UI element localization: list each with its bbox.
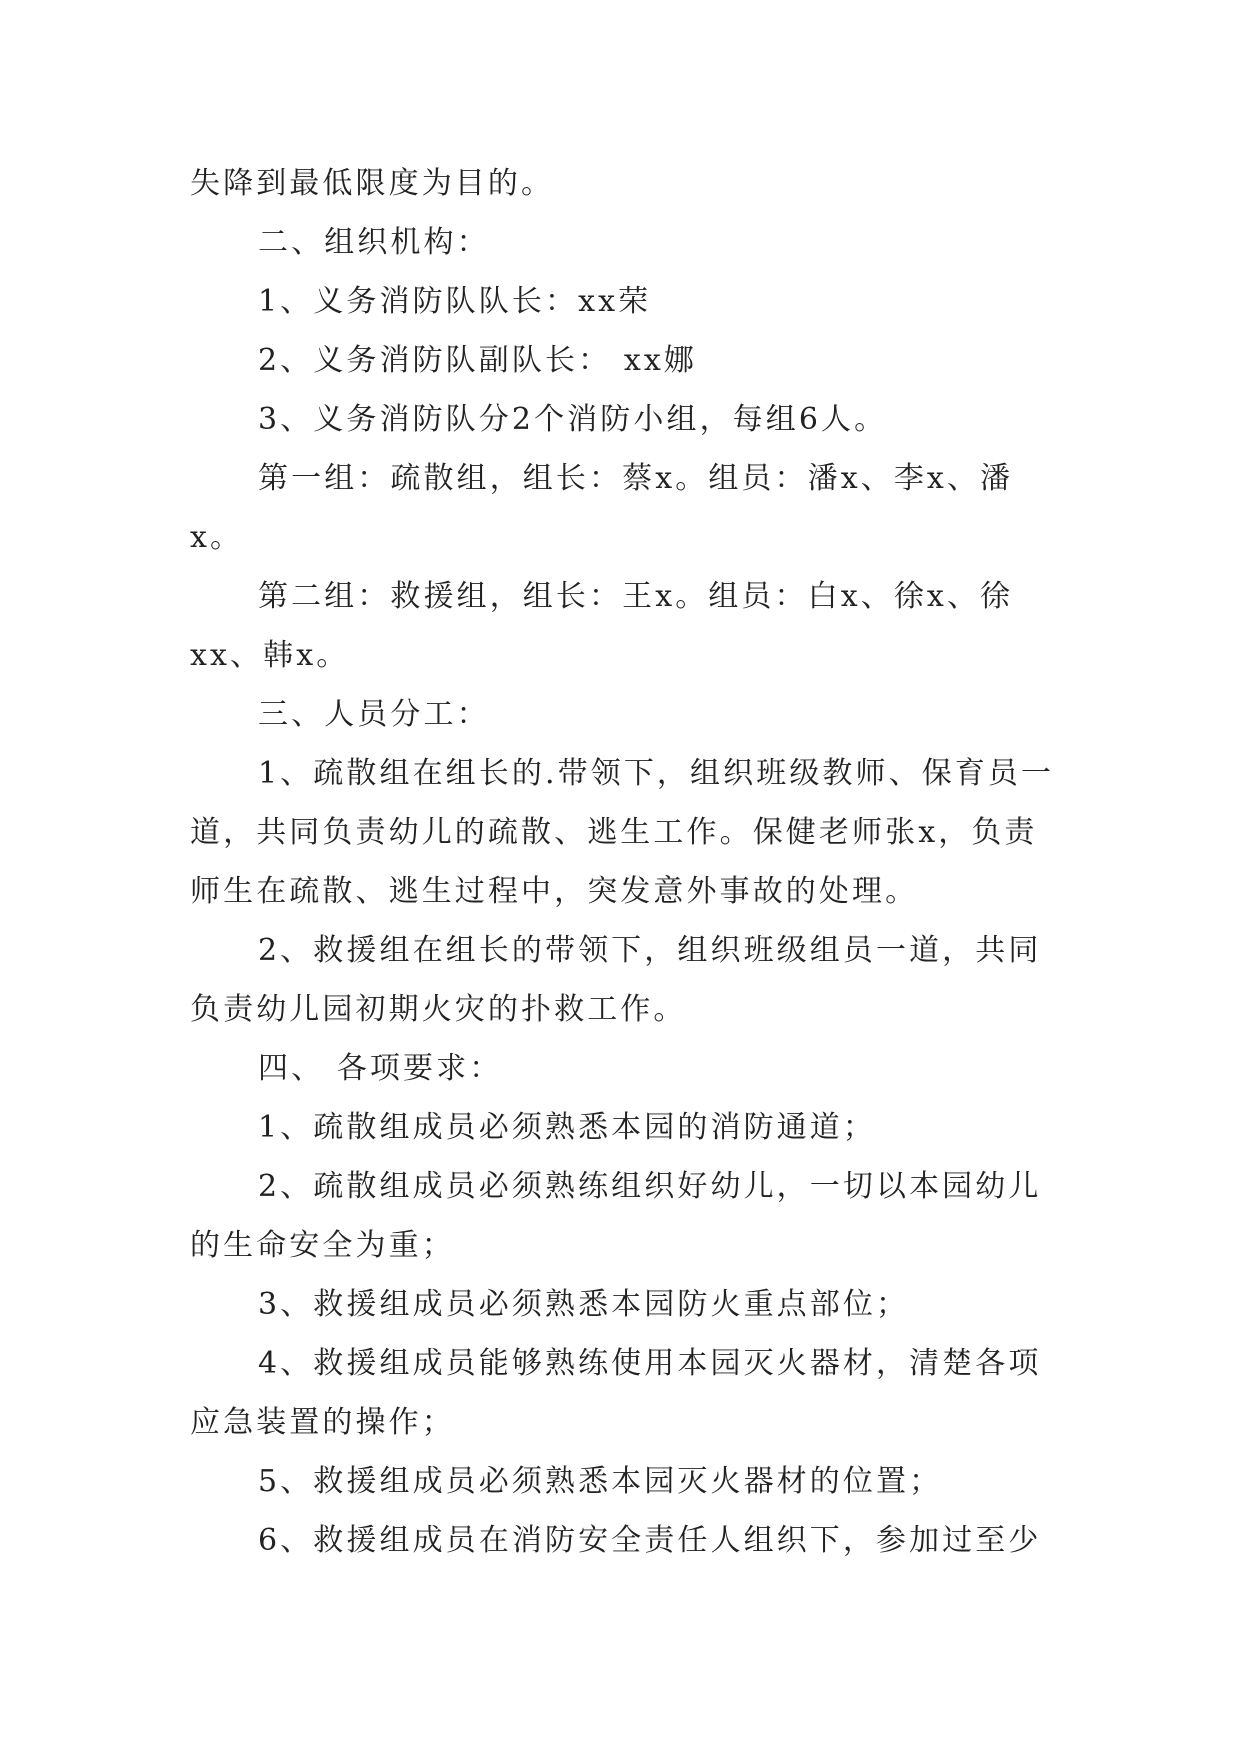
text-line: 5、救援组成员必须熟悉本园灭火器材的位置； [258, 1464, 943, 1499]
text-line: 道，共同负责幼儿的疏散、逃生工作。保健老师张x，负责 [190, 815, 1038, 850]
text-line: 第一组：疏散组，组长：蔡x。组员：潘x、李x、潘 [258, 461, 1014, 496]
text-line: 4、救援组成员能够熟练使用本园灭火器材，清楚各项 [258, 1346, 1042, 1381]
text-line: 三、人员分工： [258, 697, 490, 732]
text-line: 2、救援组在组长的带领下，组织班级组员一道，共同 [258, 933, 1042, 968]
text-line: 的生命安全为重； [190, 1228, 455, 1263]
text-line: 第二组：救援组，组长：王x。组员：白x、徐x、徐 [258, 579, 1014, 614]
text-line: 师生在疏散、逃生过程中，突发意外事故的处理。 [190, 874, 919, 909]
text-line: 2、义务消防队副队长： xx娜 [258, 343, 697, 378]
text-line: 6、救援组成员在消防安全责任人组织下，参加过至少 [258, 1523, 1042, 1558]
text-line: 失降到最低限度为目的。 [190, 166, 555, 201]
text-line: 负责幼儿园初期火灾的扑救工作。 [190, 992, 687, 1027]
text-line: 二、组织机构： [258, 225, 490, 260]
text-line: x。 [190, 520, 244, 555]
text-line: 1、疏散组在组长的.带领下，组织班级教师、保育员一 [258, 756, 1055, 791]
text-line: 应急装置的操作； [190, 1405, 455, 1440]
text-line: 2、疏散组成员必须熟练组织好幼儿，一切以本园幼儿 [258, 1169, 1042, 1204]
text-line: 四、 各项要求： [258, 1051, 503, 1086]
text-line: 1、义务消防队队长：xx荣 [258, 284, 652, 319]
text-line: 1、疏散组成员必须熟悉本园的消防通道； [258, 1110, 876, 1145]
text-line: xx、韩x。 [190, 638, 350, 673]
text-line: 3、义务消防队分2个消防小组，每组6人。 [258, 402, 888, 437]
text-line: 3、救援组成员必须熟悉本园防火重点部位； [258, 1287, 910, 1322]
document-body [190, 154, 1060, 1570]
